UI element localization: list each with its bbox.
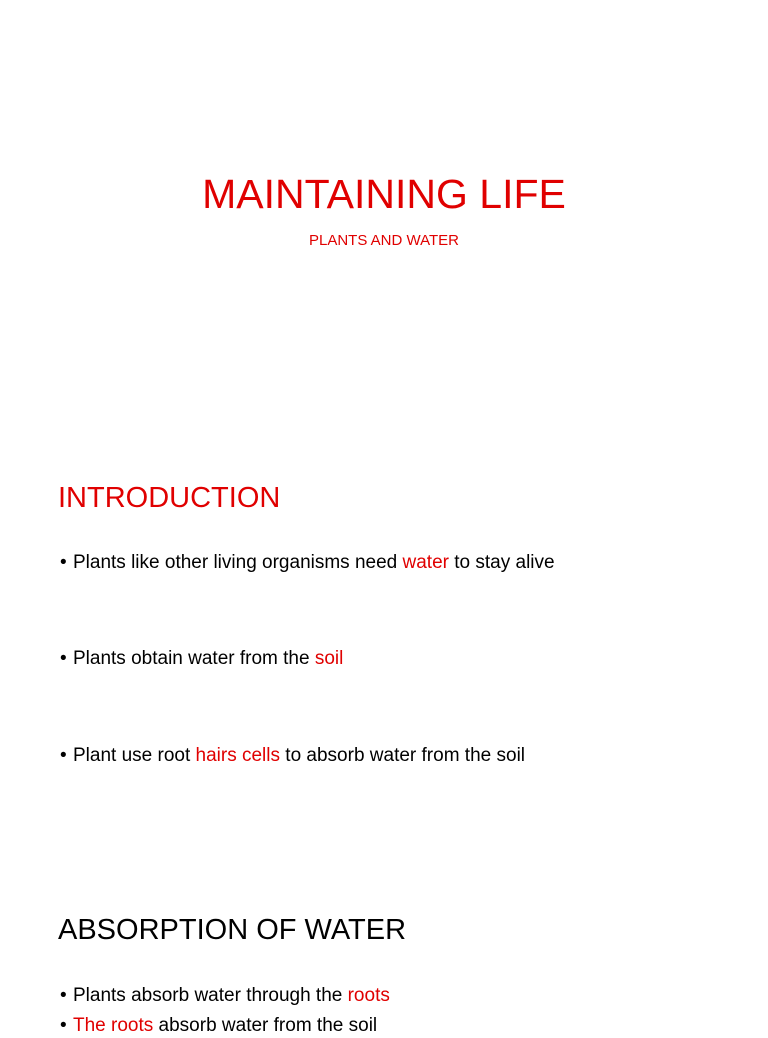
highlight-text: soil [314, 648, 344, 669]
highlight-text: The roots [73, 1015, 154, 1036]
slide-title: MAINTAINING LIFE [202, 171, 566, 217]
bullet-icon: • [60, 745, 67, 766]
list-item: • Plants absorb water through the roots [60, 985, 390, 1006]
introduction-heading: INTRODUCTION [58, 482, 281, 514]
list-item: • Plants obtain water from the soil [60, 648, 344, 669]
highlight-text: water [402, 552, 449, 573]
bullet-icon: • [60, 985, 67, 1006]
list-item: • Plant use root hairs cells to absorb water from the soil [60, 745, 526, 766]
highlight-text: roots [347, 985, 390, 1006]
absorption-heading: ABSORPTION OF WATER [58, 914, 407, 946]
highlight-text: hairs cells [195, 745, 281, 766]
list-item: • The roots absorb water from the soil [60, 1015, 378, 1036]
list-item: • Plants like other living organisms need water to stay alive [60, 552, 555, 573]
slide-subtitle: PLANTS AND WATER [308, 232, 460, 249]
bullet-icon: • [60, 552, 67, 573]
bullet-icon: • [60, 1015, 67, 1036]
bullet-icon: • [60, 648, 67, 669]
